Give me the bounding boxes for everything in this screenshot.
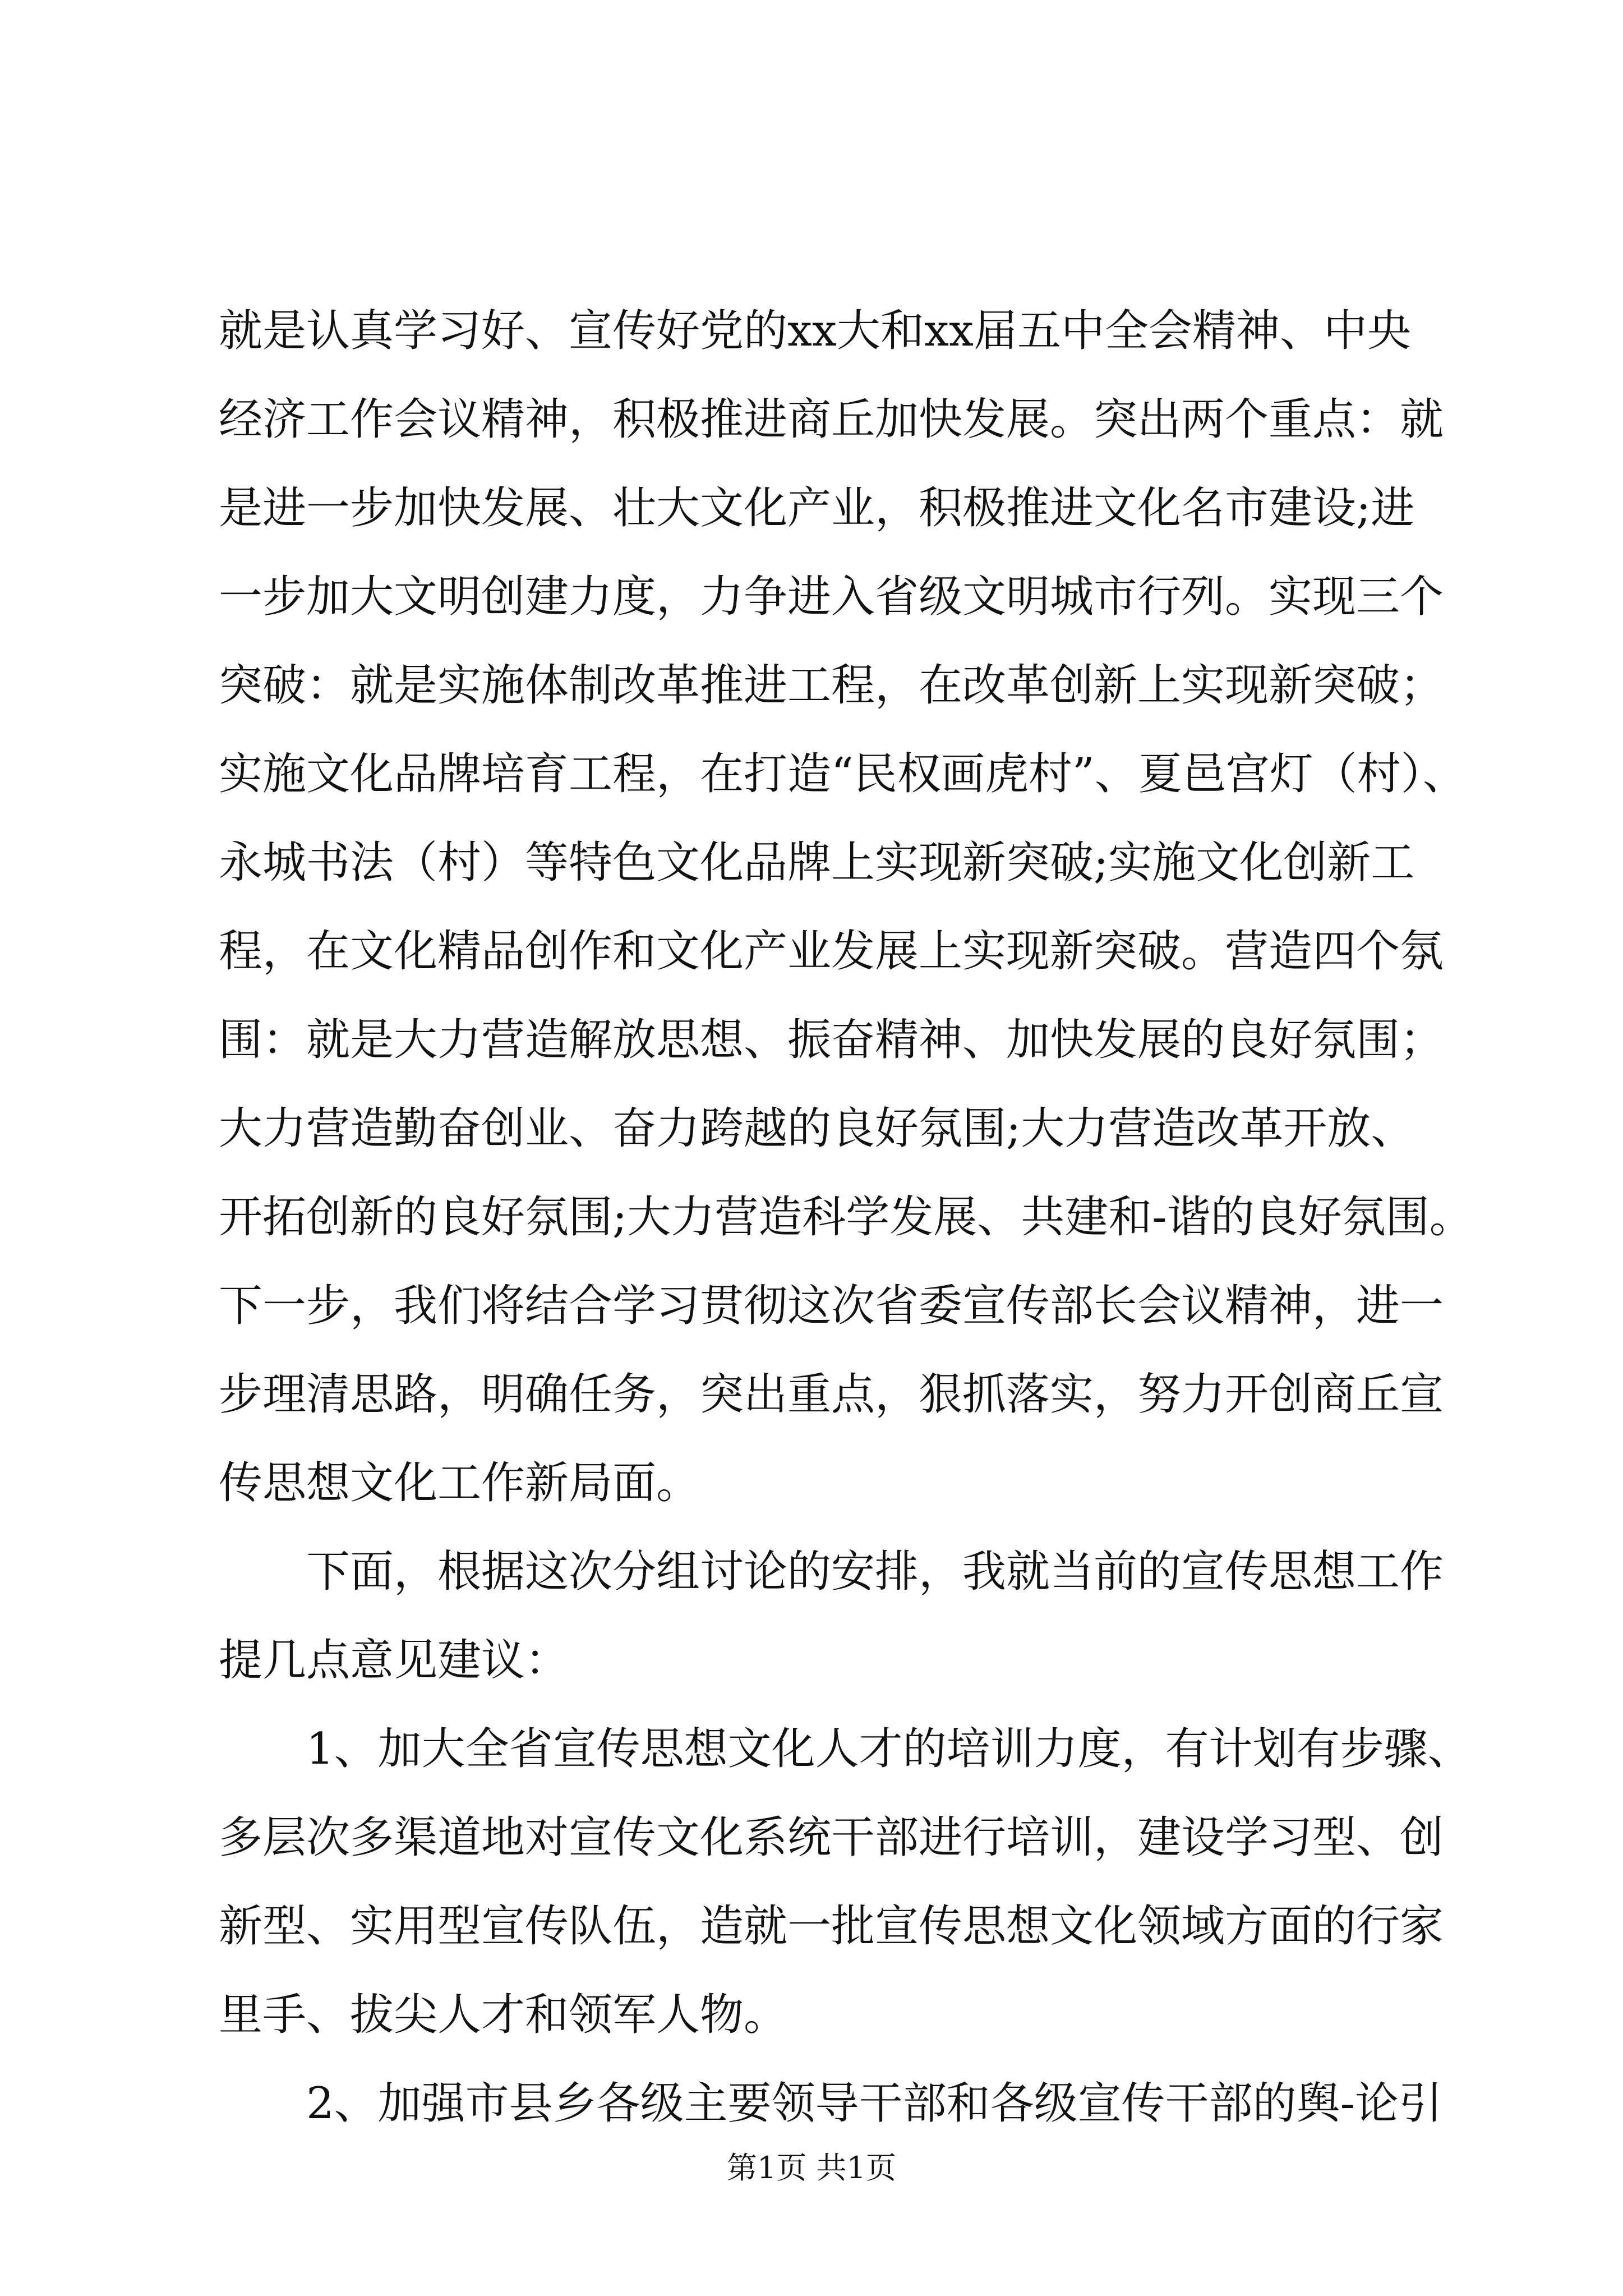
text-line: 程，在文化精品创作和文化产业发展上实现新突破。营造四个氛 [219,926,1444,977]
text-line: 提几点意见建议： [219,1635,569,1686]
text-line: 下一步，我们将结合学习贯彻这次省委宣传部长会议精神，进一 [219,1281,1444,1331]
text-line: 传思想文化工作新局面。 [219,1458,700,1508]
text-line: 永城书法（村）等特色文化品牌上实现新突破;实施文化创新工 [219,838,1415,888]
list-item-2-first-line: 2、加强市县乡各级主要领导干部和各级宣传干部的舆-论引 [306,2078,1442,2129]
text-line: 新型、实用型宣传队伍，造就一批宣传思想文化领域方面的行家 [219,1901,1444,1952]
text-line: 经济工作会议精神，积极推进商丘加快发展。突出两个重点：就 [219,394,1444,445]
text-line: 多层次多渠道地对宣传文化系统干部进行培训，建设学习型、创 [219,1812,1444,1863]
list-item-1-first-line: 1、加大全省宣传思想文化人才的培训力度，有计划有步骤、 [306,1724,1472,1774]
text-line: 是进一步加快发展、壮大文化产业，积极推进文化名市建设;进 [219,483,1415,533]
text-line: 实施文化品牌培育工程，在打造“民权画虎村”、夏邑宫灯（村）、 [219,749,1467,799]
text-line: 大力营造勤奋创业、奋力跨越的良好氛围;大力营造改革开放、 [219,1103,1415,1154]
text-line: 围：就是大力营造解放思想、振奋精神、加快发展的良好氛围； [219,1015,1444,1065]
text-line: 里手、拔尖人才和领军人物。 [219,1990,788,2040]
text-line: 步理清思路，明确任务，突出重点，狠抓落实，努力开创商丘宣 [219,1369,1444,1420]
page-footer: 第1页 共1页 [727,2150,896,2185]
text-line: 一步加大文明创建力度，力争进入省级文明城市行列。实现三个 [219,572,1444,622]
text-line: 突破：就是实施体制改革推进工程，在改革创新上实现新突破； [219,660,1444,711]
text-line: 开拓创新的良好氛围;大力营造科学发展、共建和-谐的良好氛围。 [219,1192,1473,1243]
paragraph-first-line: 下面，根据这次分组讨论的安排，我就当前的宣传思想工作 [306,1547,1444,1597]
text-line: 就是认真学习好、宣传好党的xx大和xx届五中全会精神、中央 [219,306,1411,356]
